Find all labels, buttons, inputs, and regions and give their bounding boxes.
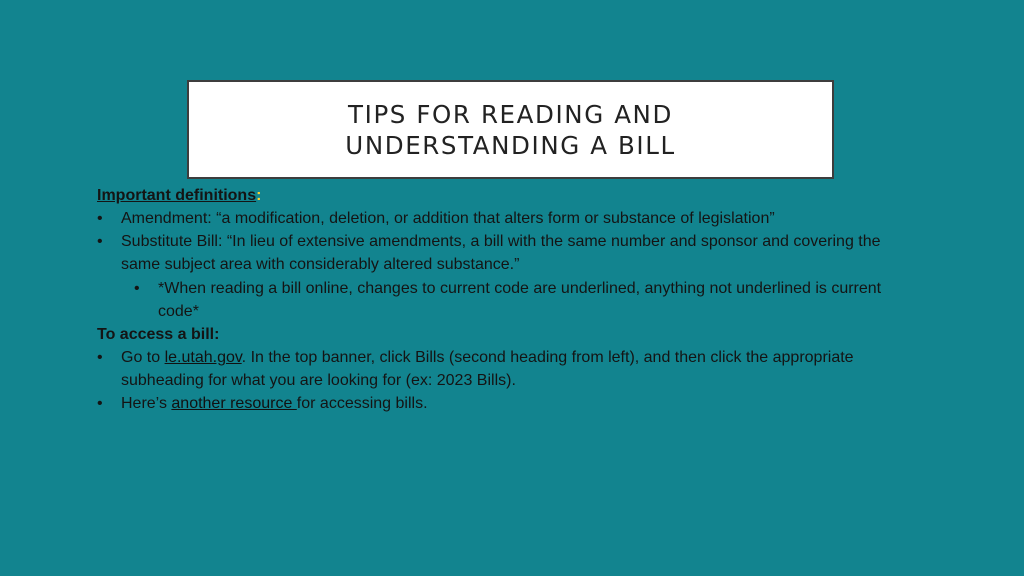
online-note-item (134, 278, 881, 300)
resource-rest: for accessing bills. (296, 395, 428, 412)
goto-rest: . In the top banner, click Bills (second heading from left), and then click the appropriate (241, 349, 854, 366)
amendment-item (97, 208, 775, 230)
online-note-line-2: code* (158, 303, 199, 320)
goto-prefix: Go to (121, 349, 165, 366)
goto-line-2: subheading for what you are looking for (ex: 2023 Bills). (121, 372, 516, 389)
online-note-line-1: *When reading a bill online, changes to current code are underlined, anything not underlined is current (158, 280, 882, 297)
substitute-item (97, 231, 881, 253)
resource-prefix: Here’s (121, 395, 172, 412)
bullet-icon: • (97, 395, 103, 412)
amendment-text: Amendment: “a modification, deletion, or addition that alters form or substance of legislation” (121, 210, 775, 227)
bullet-icon: • (97, 233, 103, 250)
bullet-icon: • (134, 280, 140, 297)
substitute-text-line-2: same subject area with considerably altered substance.” (121, 256, 520, 273)
slide-title-line-2: UNDERSTANDING A BILL (345, 130, 676, 160)
definitions-heading: Important definitions (97, 187, 257, 204)
bullet-icon: • (97, 210, 103, 227)
substitute-item-continued (121, 254, 519, 276)
substitute-text-line-1: Substitute Bill: “In lieu of extensive amendments, a bill with the same number and sponsor and covering the (121, 233, 881, 250)
access-heading-row (97, 324, 219, 346)
another-resource-link[interactable]: another resource (171, 395, 297, 412)
definitions-heading-row (97, 185, 261, 207)
online-note-continued (158, 301, 199, 323)
goto-item (97, 347, 854, 369)
access-heading: To access a bill: (97, 326, 220, 343)
resource-item (97, 393, 428, 415)
title-box (187, 80, 834, 179)
bullet-icon: • (97, 349, 103, 366)
definitions-heading-colon: : (256, 187, 262, 204)
goto-item-continued (121, 370, 516, 392)
le-utah-gov-link[interactable]: le.utah.gov (164, 349, 242, 366)
slide-title-line-1: TIPS FOR READING AND (348, 99, 673, 129)
